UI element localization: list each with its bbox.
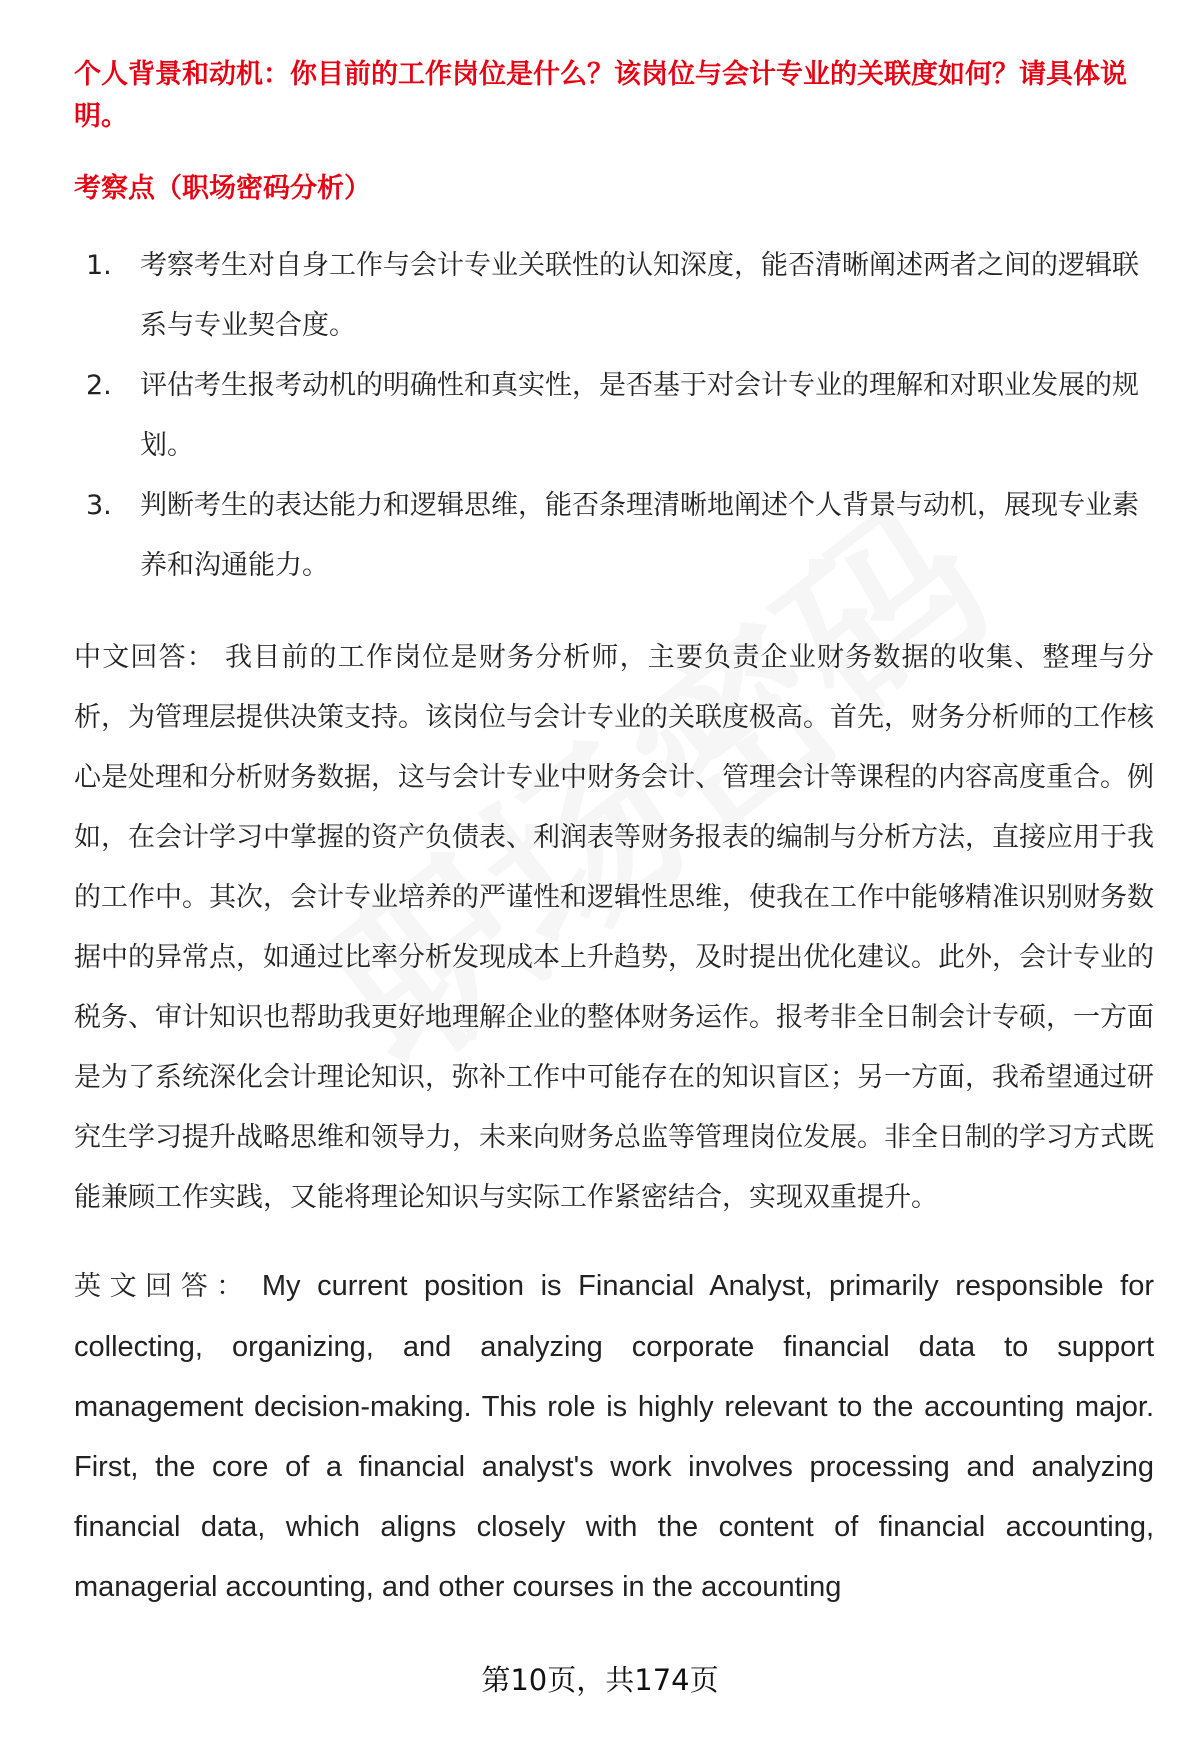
chinese-answer-text: 我目前的工作岗位是财务分析师，主要负责企业财务数据的收集、整理与分析，为管理层提供决策支持。该岗位与会计专业的关联度极高。首先，财务分析师的工作核心是处理和分析财务数据，这与会计专业中财务会计、管理会计等课程的内容高度重合。例如，在会计学习中掌握的资产负债表、利润表等财务报表的编制与分析方法，直接应用于我的工作中。其次，会计专业培养的严谨性和逻辑性思维，使我在工作中能够精准识别财务数据中的异常点，如通过比率分析发现成本上升趋势，及时提出优化建议。此外，会计专业的税务、审计知识也帮助我更好地理解企业的整体财务运作。报考非全日制会计专硕，一方面是为了系统深化会计理论知识，弥补工作中可能存在的知识盲区；另一方面，我希望通过研究生学习提升战略思维和领导力，未来向财务总监等管理岗位发展。非全日制的学习方式既能兼顾工作实践，又能将理论知识与实际工作紧密结合，实现双重提升。: [74, 642, 1155, 1213]
chinese-answer: [74, 628, 1154, 1228]
list-item-number: 2.: [86, 370, 112, 401]
english-answer-label: 英文回答：: [74, 1271, 252, 1302]
list-item-text: 考察考生对自身工作与会计专业关联性的认知深度，能否清晰阐述两者之间的逻辑联系与专业契合度。: [140, 250, 1139, 341]
assessment-points-list: [74, 236, 1154, 596]
list-item: [74, 476, 1154, 596]
english-answer: [74, 1256, 1154, 1617]
list-item: [74, 236, 1154, 356]
list-item: [74, 356, 1154, 476]
list-item-text: 判断考生的表达能力和逻辑思维，能否条理清晰地阐述个人背景与动机，展现专业素养和沟通能力。: [140, 490, 1139, 581]
document-page: [74, 54, 1154, 1617]
english-answer-text: My current position is Financial Analyst, primarily responsible for collecting, organizing, and analyzing corporate financial data to support management decision-making. This role is highly relevant to the accounting major. First, the core of a financial analyst's work involves processing and analyzing financial data, which aligns closely with the content of financial accounting, managerial accounting, and other courses in the accounting: [74, 1270, 1154, 1603]
page-number-footer: 第10页，共174页: [481, 1663, 719, 1697]
list-item-number: 1.: [86, 250, 112, 281]
question-heading: 个人背景和动机：你目前的工作岗位是什么？该岗位与会计专业的关联度如何？请具体说明。: [74, 59, 1127, 132]
chinese-answer-label: 中文回答：: [74, 642, 215, 673]
list-item-number: 3.: [86, 490, 112, 521]
section-title: 考察点（职场密码分析）: [74, 173, 371, 204]
list-item-text: 评估考生报考动机的明确性和真实性，是否基于对会计专业的理解和对职业发展的规划。: [140, 370, 1139, 461]
